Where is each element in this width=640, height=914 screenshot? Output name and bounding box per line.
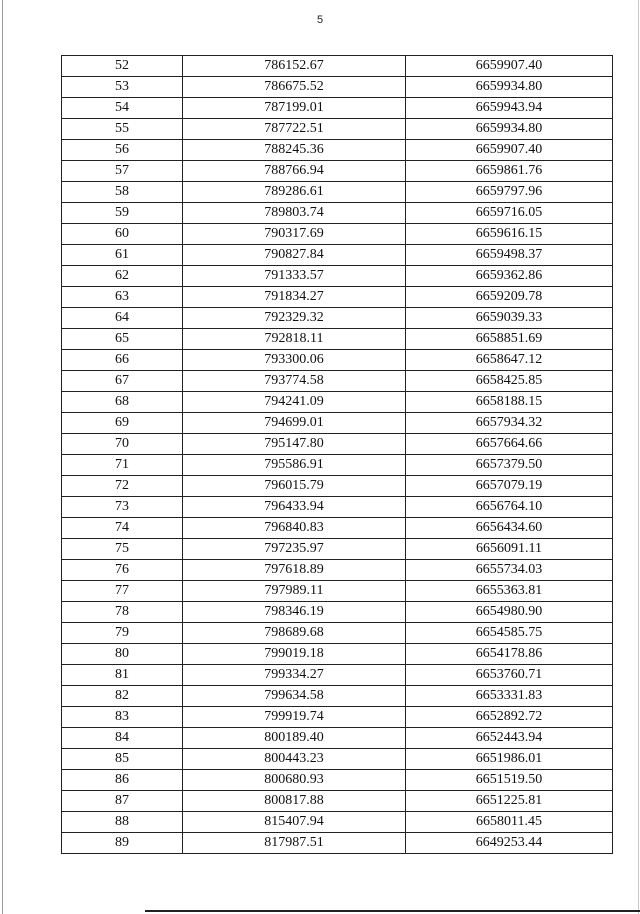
point-number-cell: 75	[62, 539, 183, 560]
table-row	[62, 266, 613, 287]
point-number-cell: 76	[62, 560, 183, 581]
table-row	[62, 77, 613, 98]
table-row	[62, 707, 613, 728]
table-row	[62, 161, 613, 182]
x-coordinate-cell: 788245.36	[183, 140, 406, 161]
x-coordinate-cell: 788766.94	[183, 161, 406, 182]
table-row	[62, 686, 613, 707]
point-number-cell: 52	[62, 56, 183, 77]
scan-right-edge	[638, 0, 639, 914]
table-row	[62, 119, 613, 140]
point-number-cell: 68	[62, 392, 183, 413]
table-row	[62, 56, 613, 77]
table-row	[62, 581, 613, 602]
y-coordinate-cell: 6659934.80	[406, 119, 613, 140]
point-number-cell: 74	[62, 518, 183, 539]
x-coordinate-cell: 790317.69	[183, 224, 406, 245]
table-row	[62, 539, 613, 560]
table-row	[62, 392, 613, 413]
x-coordinate-cell: 792818.11	[183, 329, 406, 350]
table-row	[62, 833, 613, 854]
x-coordinate-cell: 792329.32	[183, 308, 406, 329]
point-number-cell: 79	[62, 623, 183, 644]
table-row	[62, 644, 613, 665]
point-number-cell: 78	[62, 602, 183, 623]
y-coordinate-cell: 6659209.78	[406, 287, 613, 308]
point-number-cell: 67	[62, 371, 183, 392]
x-coordinate-cell: 793300.06	[183, 350, 406, 371]
y-coordinate-cell: 6656434.60	[406, 518, 613, 539]
point-number-cell: 66	[62, 350, 183, 371]
x-coordinate-cell: 794241.09	[183, 392, 406, 413]
point-number-cell: 64	[62, 308, 183, 329]
x-coordinate-cell: 791333.57	[183, 266, 406, 287]
point-number-cell: 83	[62, 707, 183, 728]
y-coordinate-cell: 6658011.45	[406, 812, 613, 833]
table-row	[62, 476, 613, 497]
y-coordinate-cell: 6659616.15	[406, 224, 613, 245]
x-coordinate-cell: 798689.68	[183, 623, 406, 644]
bottom-rule	[145, 910, 640, 912]
table-row	[62, 497, 613, 518]
y-coordinate-cell: 6658188.15	[406, 392, 613, 413]
point-number-cell: 89	[62, 833, 183, 854]
point-number-cell: 71	[62, 455, 183, 476]
coordinates-table-body	[62, 56, 613, 854]
point-number-cell: 69	[62, 413, 183, 434]
y-coordinate-cell: 6658647.12	[406, 350, 613, 371]
point-number-cell: 81	[62, 665, 183, 686]
table-row	[62, 665, 613, 686]
point-number-cell: 59	[62, 203, 183, 224]
table-row	[62, 140, 613, 161]
x-coordinate-cell: 791834.27	[183, 287, 406, 308]
point-number-cell: 57	[62, 161, 183, 182]
point-number-cell: 85	[62, 749, 183, 770]
point-number-cell: 87	[62, 791, 183, 812]
y-coordinate-cell: 6659934.80	[406, 77, 613, 98]
table-row	[62, 812, 613, 833]
y-coordinate-cell: 6659716.05	[406, 203, 613, 224]
table-row	[62, 623, 613, 644]
x-coordinate-cell: 799634.58	[183, 686, 406, 707]
table-row	[62, 602, 613, 623]
x-coordinate-cell: 817987.51	[183, 833, 406, 854]
x-coordinate-cell: 798346.19	[183, 602, 406, 623]
y-coordinate-cell: 6657664.66	[406, 434, 613, 455]
x-coordinate-cell: 795586.91	[183, 455, 406, 476]
table-row	[62, 518, 613, 539]
x-coordinate-cell: 790827.84	[183, 245, 406, 266]
y-coordinate-cell: 6658851.69	[406, 329, 613, 350]
table-row	[62, 728, 613, 749]
scan-left-edge	[2, 0, 3, 914]
x-coordinate-cell: 796015.79	[183, 476, 406, 497]
y-coordinate-cell: 6653331.83	[406, 686, 613, 707]
point-number-cell: 61	[62, 245, 183, 266]
y-coordinate-cell: 6654178.86	[406, 644, 613, 665]
y-coordinate-cell: 6657079.19	[406, 476, 613, 497]
table-row	[62, 371, 613, 392]
y-coordinate-cell: 6656091.11	[406, 539, 613, 560]
table-row	[62, 287, 613, 308]
x-coordinate-cell: 796840.83	[183, 518, 406, 539]
x-coordinate-cell: 793774.58	[183, 371, 406, 392]
x-coordinate-cell: 799019.18	[183, 644, 406, 665]
y-coordinate-cell: 6651225.81	[406, 791, 613, 812]
x-coordinate-cell: 797618.89	[183, 560, 406, 581]
y-coordinate-cell: 6659362.86	[406, 266, 613, 287]
y-coordinate-cell: 6649253.44	[406, 833, 613, 854]
table-row	[62, 329, 613, 350]
x-coordinate-cell: 795147.80	[183, 434, 406, 455]
y-coordinate-cell: 6659039.33	[406, 308, 613, 329]
x-coordinate-cell: 799919.74	[183, 707, 406, 728]
point-number-cell: 63	[62, 287, 183, 308]
point-number-cell: 53	[62, 77, 183, 98]
point-number-cell: 58	[62, 182, 183, 203]
x-coordinate-cell: 787722.51	[183, 119, 406, 140]
y-coordinate-cell: 6657379.50	[406, 455, 613, 476]
x-coordinate-cell: 800817.88	[183, 791, 406, 812]
y-coordinate-cell: 6653760.71	[406, 665, 613, 686]
table-row	[62, 245, 613, 266]
x-coordinate-cell: 800189.40	[183, 728, 406, 749]
y-coordinate-cell: 6659943.94	[406, 98, 613, 119]
y-coordinate-cell: 6655734.03	[406, 560, 613, 581]
y-coordinate-cell: 6659907.40	[406, 140, 613, 161]
point-number-cell: 56	[62, 140, 183, 161]
y-coordinate-cell: 6657934.32	[406, 413, 613, 434]
y-coordinate-cell: 6659861.76	[406, 161, 613, 182]
point-number-cell: 54	[62, 98, 183, 119]
x-coordinate-cell: 800443.23	[183, 749, 406, 770]
table-row	[62, 560, 613, 581]
y-coordinate-cell: 6652892.72	[406, 707, 613, 728]
y-coordinate-cell: 6658425.85	[406, 371, 613, 392]
y-coordinate-cell: 6651986.01	[406, 749, 613, 770]
y-coordinate-cell: 6659907.40	[406, 56, 613, 77]
table-row	[62, 350, 613, 371]
x-coordinate-cell: 796433.94	[183, 497, 406, 518]
table-row	[62, 224, 613, 245]
point-number-cell: 60	[62, 224, 183, 245]
table-row	[62, 434, 613, 455]
point-number-cell: 86	[62, 770, 183, 791]
x-coordinate-cell: 787199.01	[183, 98, 406, 119]
x-coordinate-cell: 789803.74	[183, 203, 406, 224]
y-coordinate-cell: 6659498.37	[406, 245, 613, 266]
point-number-cell: 73	[62, 497, 183, 518]
x-coordinate-cell: 797235.97	[183, 539, 406, 560]
point-number-cell: 55	[62, 119, 183, 140]
y-coordinate-cell: 6655363.81	[406, 581, 613, 602]
x-coordinate-cell: 797989.11	[183, 581, 406, 602]
point-number-cell: 65	[62, 329, 183, 350]
table-row	[62, 203, 613, 224]
point-number-cell: 82	[62, 686, 183, 707]
table-row	[62, 749, 613, 770]
page-number: 5	[316, 14, 324, 26]
point-number-cell: 84	[62, 728, 183, 749]
table-row	[62, 413, 613, 434]
coordinates-table	[61, 55, 613, 854]
point-number-cell: 80	[62, 644, 183, 665]
x-coordinate-cell: 786675.52	[183, 77, 406, 98]
table-row	[62, 770, 613, 791]
point-number-cell: 77	[62, 581, 183, 602]
point-number-cell: 72	[62, 476, 183, 497]
y-coordinate-cell: 6654585.75	[406, 623, 613, 644]
y-coordinate-cell: 6654980.90	[406, 602, 613, 623]
y-coordinate-cell: 6656764.10	[406, 497, 613, 518]
x-coordinate-cell: 786152.67	[183, 56, 406, 77]
point-number-cell: 88	[62, 812, 183, 833]
x-coordinate-cell: 800680.93	[183, 770, 406, 791]
x-coordinate-cell: 815407.94	[183, 812, 406, 833]
x-coordinate-cell: 799334.27	[183, 665, 406, 686]
x-coordinate-cell: 789286.61	[183, 182, 406, 203]
point-number-cell: 70	[62, 434, 183, 455]
x-coordinate-cell: 794699.01	[183, 413, 406, 434]
y-coordinate-cell: 6651519.50	[406, 770, 613, 791]
table-row	[62, 791, 613, 812]
y-coordinate-cell: 6659797.96	[406, 182, 613, 203]
table-row	[62, 308, 613, 329]
table-row	[62, 182, 613, 203]
table-row	[62, 455, 613, 476]
table-row	[62, 98, 613, 119]
point-number-cell: 62	[62, 266, 183, 287]
y-coordinate-cell: 6652443.94	[406, 728, 613, 749]
